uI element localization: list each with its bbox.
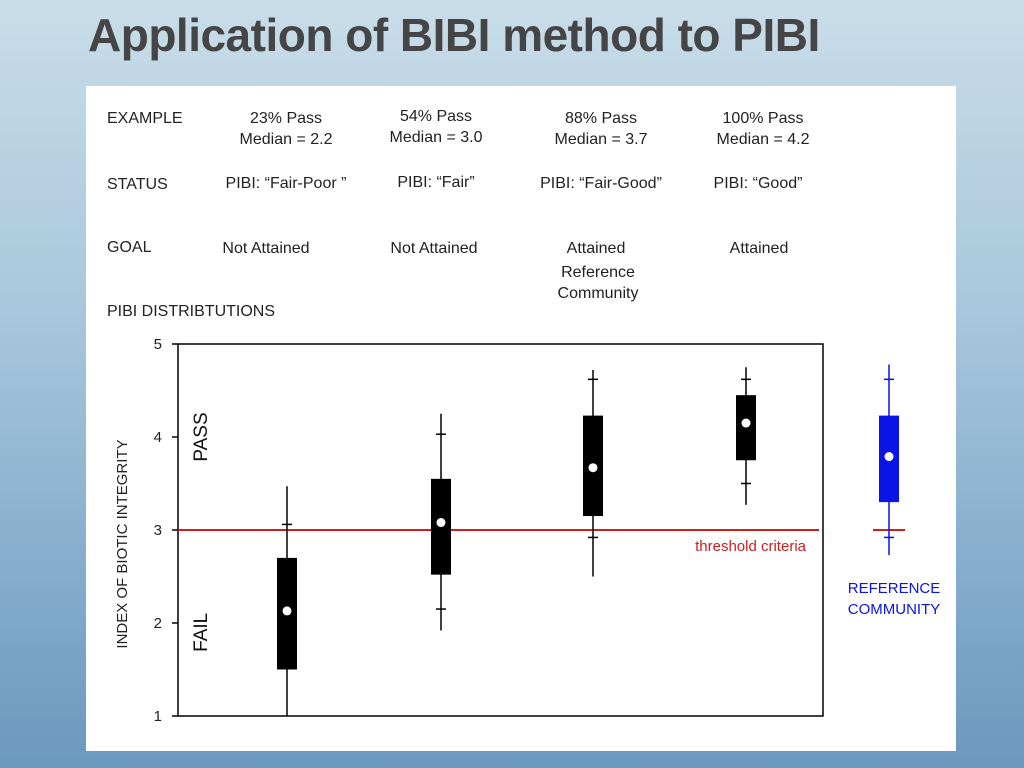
- y-tick-label: 5: [153, 336, 162, 353]
- col4-median: Median = 4.2: [716, 131, 810, 148]
- reference-label-line1: REFERENCE: [847, 580, 941, 597]
- fail-region-label: FAIL: [191, 612, 212, 652]
- box-plot-chart: [86, 86, 956, 751]
- col4-pass: 100% Pass: [722, 110, 804, 127]
- reference-median-dot: [885, 452, 894, 461]
- slide-title: Application of BIBI method to PIBI: [88, 9, 820, 61]
- col3-pass: 88% Pass: [564, 110, 638, 127]
- row-label-example: EXAMPLE: [107, 110, 183, 127]
- col1-status: PIBI: “Fair-Poor ”: [225, 175, 347, 192]
- col1-median: Median = 2.2: [239, 131, 333, 148]
- pass-region-label: PASS: [191, 412, 212, 462]
- col3-median: Median = 3.7: [554, 131, 648, 148]
- col2-median: Median = 3.0: [389, 129, 483, 146]
- col3-goal-extra: Reference Community: [557, 264, 639, 302]
- reference-label-line2: COMMUNITY: [847, 601, 941, 618]
- box-4-median-dot: [742, 419, 751, 428]
- col4-status: PIBI: “Good”: [713, 175, 803, 192]
- col3-goal: Attained: [566, 240, 626, 257]
- box-3-median-dot: [589, 463, 598, 472]
- y-axis-label: INDEX OF BIOTIC INTEGRITY: [114, 439, 131, 649]
- distributions-label: PIBI DISTRIBTUTIONS: [107, 303, 276, 320]
- box-1-median-dot: [283, 606, 292, 615]
- col3-status: PIBI: “Fair-Good”: [540, 175, 662, 192]
- y-tick-label: 4: [153, 429, 162, 446]
- col1-goal: Not Attained: [222, 240, 310, 257]
- y-tick-label: 2: [153, 615, 162, 632]
- col2-status: PIBI: “Fair”: [397, 174, 475, 191]
- row-label-status: STATUS: [107, 176, 168, 193]
- content-panel: [86, 86, 956, 751]
- y-tick-label: 1: [153, 708, 162, 725]
- box-4-iqr-box: [736, 395, 756, 460]
- col2-goal: Not Attained: [390, 240, 478, 257]
- col1-pass: 23% Pass: [249, 110, 323, 127]
- row-label-goal: GOAL: [107, 239, 152, 256]
- col2-pass: 54% Pass: [399, 108, 473, 125]
- threshold-label: threshold criteria: [695, 538, 806, 555]
- y-tick-label: 3: [153, 522, 162, 539]
- col4-goal: Attained: [729, 240, 789, 257]
- box-2-median-dot: [437, 518, 446, 527]
